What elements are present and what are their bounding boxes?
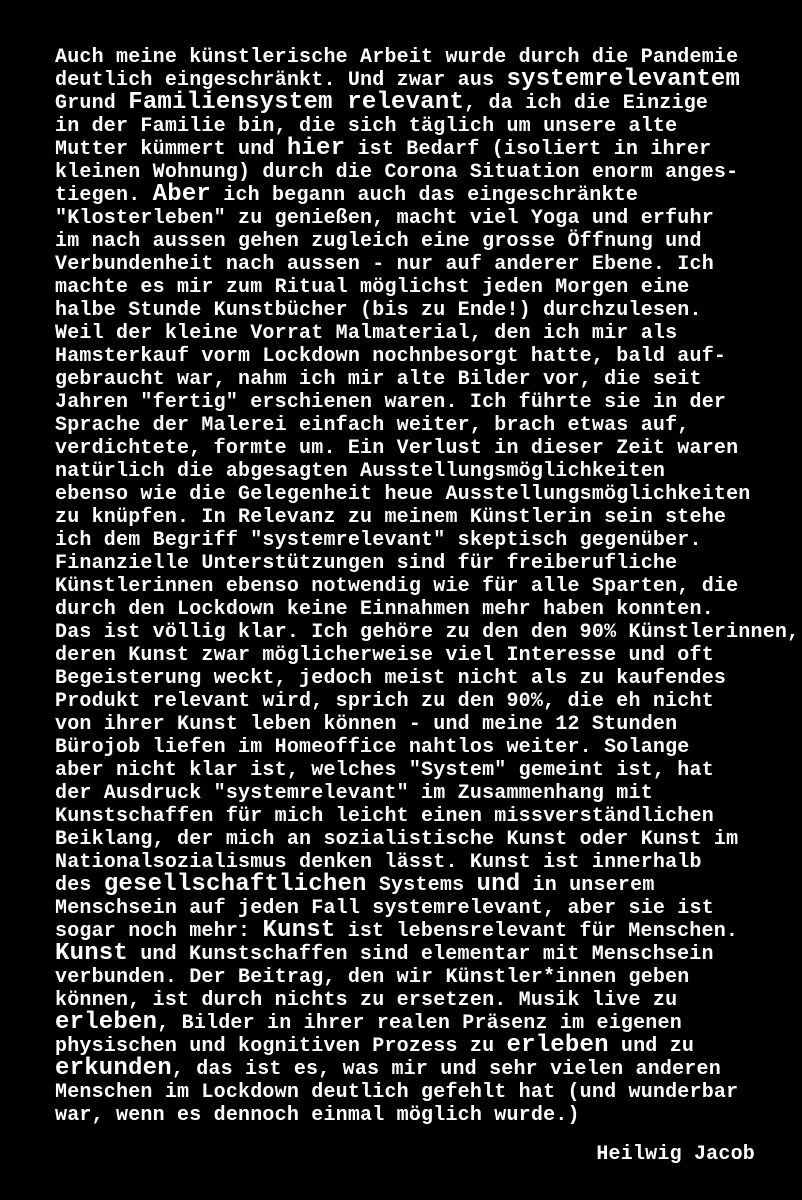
body-text: Menschen im Lockdown deutlich gefehlt hat (und wunderbar	[55, 1081, 739, 1104]
text-line	[55, 552, 799, 575]
text-line	[55, 736, 799, 759]
body-text: aber nicht klar ist, welches "System" gemeint ist, hat	[55, 759, 714, 782]
text-line	[55, 1081, 799, 1104]
body-text: Auch meine künstlerische Arbeit wurde durch die Pandemie	[55, 46, 739, 69]
body-text: Grund	[55, 92, 129, 115]
body-text: Produkt relevant wird, sprich zu den 90%, die eh nicht	[55, 690, 714, 713]
text-line	[55, 135, 799, 162]
body-text: machte es mir zum Ritual möglichst jeden Morgen eine	[55, 276, 690, 299]
body-text: , Bilder in ihrer realen Präsenz im eigenen	[157, 1012, 682, 1035]
text-line	[55, 1104, 799, 1127]
text-line	[55, 1009, 799, 1036]
text-line	[55, 782, 799, 805]
emphasized-text: hier	[286, 135, 346, 162]
body-text: sogar noch mehr:	[55, 920, 263, 943]
text-line	[55, 529, 799, 552]
emphasized-text: Aber	[152, 181, 212, 208]
body-text: gebraucht war, nahm ich mir alte Bilder vor, die seit	[55, 368, 702, 391]
body-text: von ihrer Kunst leben können - und meine 12 Stunden	[55, 713, 678, 736]
body-text: , das ist es, was mir und sehr vielen anderen	[171, 1058, 721, 1081]
text-line	[55, 414, 799, 437]
text-line	[55, 345, 799, 368]
body-text: physischen und kognitiven Prozess zu	[55, 1035, 507, 1058]
body-text: Das ist völlig klar. Ich gehöre zu den den 90% Künstlerinnen,	[55, 621, 800, 644]
text-line	[55, 181, 799, 208]
text-line	[55, 368, 799, 391]
text-line	[55, 1055, 799, 1082]
text-line	[55, 483, 799, 506]
text-line	[55, 621, 799, 644]
emphasized-text: erleben	[55, 1009, 158, 1036]
text-line	[55, 897, 799, 920]
text-line	[55, 230, 799, 253]
body-text: in unserem	[520, 874, 655, 897]
text-line	[55, 322, 799, 345]
text-line	[55, 713, 799, 736]
signature: Heilwig Jacob	[596, 1143, 755, 1166]
body-text: Sprache der Malerei einfach weiter, brach etwas auf,	[55, 414, 690, 437]
body-text: Systems	[366, 874, 477, 897]
body-text: des	[55, 874, 104, 897]
body-text: "Klosterleben" zu genießen, macht viel Yoga und erfuhr	[55, 207, 714, 230]
text-line	[55, 805, 799, 828]
text-line	[55, 966, 799, 989]
body-text: Jahren "fertig" erschienen waren. Ich führte sie in der	[55, 391, 727, 414]
text-line	[55, 598, 799, 621]
emphasized-text: systemrelevantem	[506, 66, 741, 93]
text-line	[55, 506, 799, 529]
body-text: Verbundenheit nach aussen - nur auf anderer Ebene. Ich	[55, 253, 714, 276]
text-line	[55, 299, 799, 322]
body-text: ebenso wie die Gelegenheit heue Ausstellungsmöglichkeiten	[55, 483, 751, 506]
body-text: Hamsterkauf vorm Lockdown nochnbesorgt hatte, bald auf-	[55, 345, 727, 368]
text-line	[55, 207, 799, 230]
body-text: Künstlerinnen ebenso notwendig wie für alle Sparten, die	[55, 575, 739, 598]
statement-text-block	[55, 46, 799, 1127]
body-text: Bürojob liefen im Homeoffice nahtlos weiter. Solange	[55, 736, 690, 759]
emphasized-text: erleben	[506, 1032, 609, 1059]
body-text: Kunstschaffen für mich leicht einen missverständlichen	[55, 805, 714, 828]
text-line	[55, 644, 799, 667]
body-text: verbunden. Der Beitrag, den wir Künstler*innen geben	[55, 966, 690, 989]
emphasized-text: und	[476, 871, 521, 898]
body-text: halbe Stunde Kunstbücher (bis zu Ende!) durchzulesen.	[55, 299, 702, 322]
body-text: zu knüpfen. In Relevanz zu meinem Künstlerin sein stehe	[55, 506, 727, 529]
text-line	[55, 253, 799, 276]
body-text: in der Familie bin, die sich täglich um unsere alte	[55, 115, 678, 138]
text-line	[55, 940, 799, 967]
text-line	[55, 437, 799, 460]
body-text: tiegen.	[55, 184, 153, 207]
body-text: ist Bedarf (isoliert in ihrer	[345, 138, 712, 161]
text-line	[55, 828, 799, 851]
text-line	[55, 391, 799, 414]
body-text: Finanzielle Unterstützungen sind für freiberufliche	[55, 552, 678, 575]
body-text: im nach aussen gehen zugleich eine grosse Öffnung und	[55, 230, 702, 253]
body-text: ich begann auch das eingeschränkte	[211, 184, 639, 207]
emphasized-text: erkunden	[55, 1055, 172, 1082]
emphasized-text: Kunst	[262, 917, 336, 944]
body-text: durch den Lockdown keine Einnahmen mehr haben konnten.	[55, 598, 714, 621]
body-text: können, ist durch nichts zu ersetzen. Musik live zu	[55, 989, 678, 1012]
body-text: Mutter kümmert und	[55, 138, 287, 161]
text-line	[55, 871, 799, 898]
body-text: kleinen Wohnung) durch die Corona Situation enorm anges-	[55, 161, 739, 184]
text-line	[55, 989, 799, 1012]
text-line	[55, 759, 799, 782]
text-line	[55, 89, 799, 116]
body-text: Weil der kleine Vorrat Malmaterial, den ich mir als	[55, 322, 678, 345]
text-line	[55, 460, 799, 483]
body-text: und zu	[608, 1035, 695, 1058]
body-text: ich dem Begriff "systemrelevant" skeptisch gegenüber.	[55, 529, 702, 552]
body-text: war, wenn es dennoch einmal möglich wurde.)	[55, 1104, 580, 1127]
text-line	[55, 917, 799, 944]
text-line	[55, 276, 799, 299]
body-text: der Ausdruck "systemrelevant" im Zusammenhang mit	[55, 782, 653, 805]
body-text: Begeisterung weckt, jedoch meist nicht als zu kaufendes	[55, 667, 727, 690]
body-text: ist lebensrelevant für Menschen.	[335, 920, 739, 943]
body-text: natürlich die abgesagten Ausstellungsmöglichkeiten	[55, 460, 666, 483]
text-line	[55, 690, 799, 713]
text-line	[55, 115, 799, 138]
body-text: deren Kunst zwar möglicherweise viel Interesse und oft	[55, 644, 714, 667]
emphasized-text: Kunst	[55, 940, 129, 967]
body-text: Menschsein auf jeden Fall systemrelevant, aber sie ist	[55, 897, 714, 920]
body-text: deutlich eingeschränkt. Und zwar aus	[55, 69, 507, 92]
text-line	[55, 667, 799, 690]
body-text: Beiklang, der mich an sozialistische Kunst oder Kunst im	[55, 828, 739, 851]
body-text: und Kunstschaffen sind elementar mit Menschsein	[128, 943, 714, 966]
body-text: verdichtete, formte um. Ein Verlust in dieser Zeit waren	[55, 437, 739, 460]
emphasized-text: Familiensystem relevant	[128, 89, 465, 116]
emphasized-text: gesellschaftlichen	[103, 871, 367, 898]
text-line	[55, 575, 799, 598]
body-text: Nationalsozialismus denken lässt. Kunst ist innerhalb	[55, 851, 702, 874]
body-text: , da ich die Einzige	[464, 92, 709, 115]
